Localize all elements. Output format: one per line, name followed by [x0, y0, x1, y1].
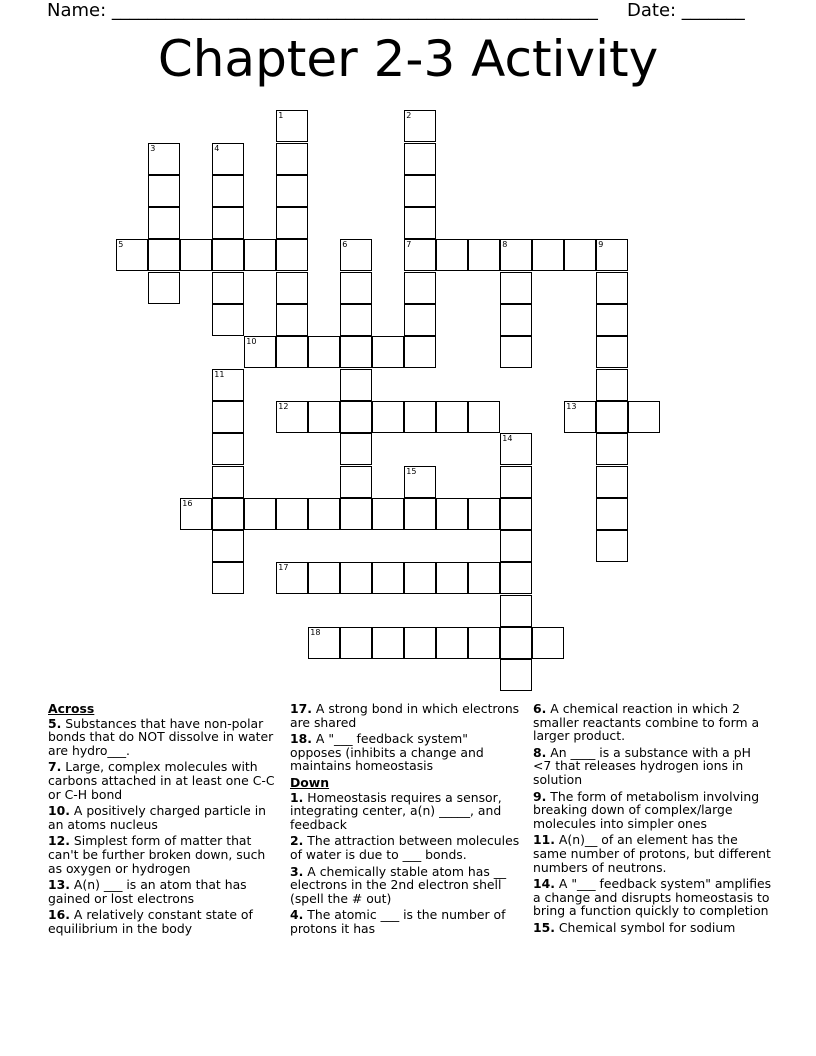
clue-number-label: 12 [278, 401, 289, 411]
clue-number-label: 14 [502, 434, 513, 444]
crossword-cell[interactable] [340, 627, 372, 659]
crossword-cell[interactable] [276, 304, 308, 336]
clue-number: 16. [48, 907, 70, 923]
crossword-cell[interactable] [404, 143, 436, 175]
clue-text: Homeostasis requires a sensor, integrating center, a(n) _____, and feedback [290, 789, 502, 832]
clue-text: A "___ feedback system" opposes (inhibits a change and maintains homeostasis [290, 731, 484, 774]
clue-number: 15. [533, 919, 555, 935]
crossword-cell[interactable] [532, 239, 564, 271]
clue-number: 13. [48, 877, 70, 893]
crossword-cell[interactable] [372, 627, 404, 659]
crossword-cell[interactable] [308, 562, 340, 594]
crossword-cell[interactable] [340, 369, 372, 401]
clue-number-label: 18 [310, 628, 321, 638]
crossword-cell[interactable] [628, 401, 660, 433]
clue-down-9 [533, 790, 773, 831]
clue-number-label: 11 [214, 369, 225, 379]
crossword-cell[interactable] [500, 659, 532, 691]
date-field[interactable]: Date: _______ [627, 0, 745, 21]
clue-column-2 [290, 702, 522, 939]
crossword-cell[interactable] [308, 336, 340, 368]
crossword-cell[interactable] [468, 239, 500, 271]
crossword-cell[interactable] [564, 239, 596, 271]
crossword-cell[interactable] [404, 562, 436, 594]
crossword-cell[interactable] [436, 627, 468, 659]
crossword-cell[interactable] [180, 498, 212, 530]
crossword-cell[interactable] [404, 466, 436, 498]
clue-down-15 [533, 921, 773, 935]
clue-across-5 [48, 717, 283, 758]
crossword-cell[interactable] [500, 304, 532, 336]
crossword-cell[interactable] [596, 304, 628, 336]
crossword-cell[interactable] [468, 498, 500, 530]
clue-across-7 [48, 760, 283, 801]
crossword-cell[interactable] [276, 207, 308, 239]
clue-number-label: 8 [502, 240, 508, 250]
crossword-cell[interactable] [500, 562, 532, 594]
crossword-cell[interactable] [276, 110, 308, 142]
crossword-cell[interactable] [500, 239, 532, 271]
crossword-cell[interactable] [212, 369, 244, 401]
crossword-cell[interactable] [212, 239, 244, 271]
crossword-cell[interactable] [500, 272, 532, 304]
crossword-cell[interactable] [500, 336, 532, 368]
clue-text: A chemical reaction in which 2 smaller reactants combine to form a larger product. [533, 701, 760, 744]
crossword-cell[interactable] [244, 239, 276, 271]
clue-down-6 [533, 702, 773, 743]
crossword-cell[interactable] [468, 562, 500, 594]
crossword-cell[interactable] [340, 239, 372, 271]
clue-across-12 [48, 834, 283, 875]
crossword-cell[interactable] [212, 272, 244, 304]
clue-text: A "___ feedback system" amplifies a change and disrupts homeostasis to bring a function quickly to completion [533, 876, 772, 919]
clue-number: 1. [290, 789, 304, 805]
crossword-cell[interactable] [372, 336, 404, 368]
crossword-cell[interactable] [276, 562, 308, 594]
clue-number: 2. [290, 833, 304, 849]
clue-down-4 [290, 908, 522, 935]
clue-number-label: 3 [150, 143, 156, 153]
crossword-cell[interactable] [500, 595, 532, 627]
crossword-cell[interactable] [212, 562, 244, 594]
crossword-cell[interactable] [468, 401, 500, 433]
clue-down-2 [290, 834, 522, 861]
crossword-cell[interactable] [500, 530, 532, 562]
clue-down-3 [290, 865, 522, 906]
crossword-cell[interactable] [500, 627, 532, 659]
crossword-cell[interactable] [212, 175, 244, 207]
clue-across-16 [48, 908, 283, 935]
clue-number-label: 15 [406, 466, 417, 476]
clue-number: 6. [533, 701, 547, 716]
crossword-cell[interactable] [372, 401, 404, 433]
clue-text: A relatively constant state of equilibrium in the body [48, 907, 253, 936]
crossword-cell[interactable] [212, 433, 244, 465]
crossword-cell[interactable] [148, 143, 180, 175]
crossword-cell[interactable] [404, 304, 436, 336]
crossword-cell[interactable] [212, 401, 244, 433]
crossword-cell[interactable] [308, 498, 340, 530]
crossword-cell[interactable] [596, 530, 628, 562]
crossword-cell[interactable] [212, 304, 244, 336]
crossword-cell[interactable] [404, 498, 436, 530]
crossword-cell[interactable] [180, 239, 212, 271]
crossword-cell[interactable] [500, 498, 532, 530]
crossword-cell[interactable] [436, 498, 468, 530]
clue-across-13 [48, 878, 283, 905]
clue-across-18 [290, 732, 522, 773]
crossword-cell[interactable] [596, 272, 628, 304]
crossword-cell[interactable] [244, 498, 276, 530]
crossword-cell[interactable] [372, 498, 404, 530]
crossword-cell[interactable] [596, 466, 628, 498]
crossword-cell[interactable] [148, 239, 180, 271]
clue-number: 18. [290, 731, 312, 747]
clue-text: Chemical symbol for sodium [558, 919, 736, 935]
clue-text: The attraction between molecules of water is due to ___ bonds. [290, 833, 520, 862]
crossword-cell[interactable] [468, 627, 500, 659]
clue-number-label: 6 [342, 240, 348, 250]
crossword-cell[interactable] [276, 239, 308, 271]
clue-number-label: 1 [278, 111, 284, 121]
crossword-cell[interactable] [212, 466, 244, 498]
crossword-cell[interactable] [436, 239, 468, 271]
clue-down-1 [290, 791, 522, 832]
crossword-cell[interactable] [436, 401, 468, 433]
crossword-cell[interactable] [404, 627, 436, 659]
crossword-cell[interactable] [340, 304, 372, 336]
crossword-cell[interactable] [404, 110, 436, 142]
crossword-cell[interactable] [596, 401, 628, 433]
across-heading: Across [48, 701, 95, 716]
crossword-cell[interactable] [212, 498, 244, 530]
clue-number-label: 17 [278, 563, 289, 573]
crossword-cell[interactable] [372, 562, 404, 594]
clue-number-label: 13 [566, 401, 577, 411]
down-heading: Down [290, 774, 330, 790]
clue-number: 9. [533, 788, 547, 804]
clue-number: 5. [48, 715, 62, 731]
clue-number-label: 5 [118, 240, 124, 250]
crossword-cell[interactable] [116, 239, 148, 271]
clue-text: Large, complex molecules with carbons attached in at least one C-C or C-H bond [48, 759, 275, 802]
clue-number: 7. [48, 759, 62, 775]
crossword-cell[interactable] [404, 401, 436, 433]
clue-across-10 [48, 804, 283, 831]
crossword-cell[interactable] [340, 401, 372, 433]
crossword-cell[interactable] [564, 401, 596, 433]
crossword-cell[interactable] [404, 272, 436, 304]
crossword-cell[interactable] [500, 466, 532, 498]
clue-text: Substances that have non-polar bonds that do NOT dissolve in water are hydro___. [48, 715, 274, 758]
clue-column-3 [533, 702, 773, 938]
clue-text: A chemically stable atom has __ electrons in the 2nd electron shell (spell the # out) [290, 863, 507, 906]
clue-number-label: 10 [246, 337, 257, 347]
name-field[interactable]: Name: ______________________________________________________ [47, 0, 598, 21]
crossword-cell[interactable] [308, 401, 340, 433]
clue-text: Simplest form of matter that can't be further broken down, such as oxygen or hydrogen [48, 833, 266, 876]
clue-text: An ____ is a substance with a pH <7 that releases hydrogen ions in solution [533, 744, 751, 787]
crossword-cell[interactable] [308, 627, 340, 659]
crossword-cell[interactable] [340, 433, 372, 465]
clue-number: 14. [533, 876, 555, 892]
crossword-cell[interactable] [276, 401, 308, 433]
clue-number-label: 4 [214, 143, 220, 153]
crossword-cell[interactable] [596, 433, 628, 465]
crossword-cell[interactable] [404, 207, 436, 239]
clue-number-label: 9 [598, 240, 604, 250]
clue-column-1 [48, 702, 283, 939]
crossword-cell[interactable] [276, 272, 308, 304]
crossword-cell[interactable] [596, 498, 628, 530]
crossword-cell[interactable] [404, 239, 436, 271]
crossword-cell[interactable] [276, 143, 308, 175]
clue-number: 17. [290, 701, 312, 716]
crossword-cell[interactable] [436, 562, 468, 594]
crossword-cell[interactable] [340, 272, 372, 304]
crossword-cell[interactable] [340, 336, 372, 368]
clue-number-label: 16 [182, 498, 193, 508]
clue-number-label: 2 [406, 111, 412, 121]
clue-text: A(n) ___ is an atom that has gained or lost electrons [48, 877, 247, 906]
crossword-cell[interactable] [500, 433, 532, 465]
clue-down-11 [533, 833, 773, 874]
crossword-cell[interactable] [244, 336, 276, 368]
crossword-cell[interactable] [148, 272, 180, 304]
clue-text: The atomic ___ is the number of protons it has [290, 907, 506, 936]
crossword-cell[interactable] [596, 369, 628, 401]
clue-number: 12. [48, 833, 70, 849]
clue-number-label: 7 [406, 240, 412, 250]
crossword-cell[interactable] [340, 498, 372, 530]
crossword-cell[interactable] [596, 336, 628, 368]
crossword-cell[interactable] [596, 239, 628, 271]
crossword-cell[interactable] [276, 498, 308, 530]
clue-across-17 [290, 702, 522, 729]
clue-number: 3. [290, 863, 304, 879]
crossword-cell[interactable] [212, 530, 244, 562]
clue-number: 10. [48, 803, 70, 819]
clue-number: 8. [533, 744, 547, 760]
clue-text: A(n)__ of an element has the same number of protons, but different numbers of neutrons. [533, 832, 771, 875]
crossword-cell[interactable] [404, 336, 436, 368]
clue-down-14 [533, 877, 773, 918]
crossword-cell[interactable] [340, 466, 372, 498]
clue-number: 4. [290, 907, 304, 923]
crossword-cell[interactable] [148, 207, 180, 239]
crossword-cell[interactable] [404, 175, 436, 207]
crossword-cell[interactable] [532, 627, 564, 659]
clue-text: A positively charged particle in an atoms nucleus [48, 803, 267, 832]
page-title: Chapter 2-3 Activity [157, 30, 659, 88]
crossword-cell[interactable] [148, 175, 180, 207]
clue-text: The form of metabolism involving breaking down of complex/large molecules into simpler ones [533, 788, 760, 831]
clue-text: A strong bond in which electrons are shared [290, 701, 520, 730]
crossword-cell[interactable] [340, 562, 372, 594]
crossword-cell[interactable] [212, 207, 244, 239]
crossword-cell[interactable] [276, 336, 308, 368]
clue-down-8 [533, 746, 773, 787]
crossword-cell[interactable] [212, 143, 244, 175]
crossword-cell[interactable] [276, 175, 308, 207]
clue-number: 11. [533, 832, 555, 848]
